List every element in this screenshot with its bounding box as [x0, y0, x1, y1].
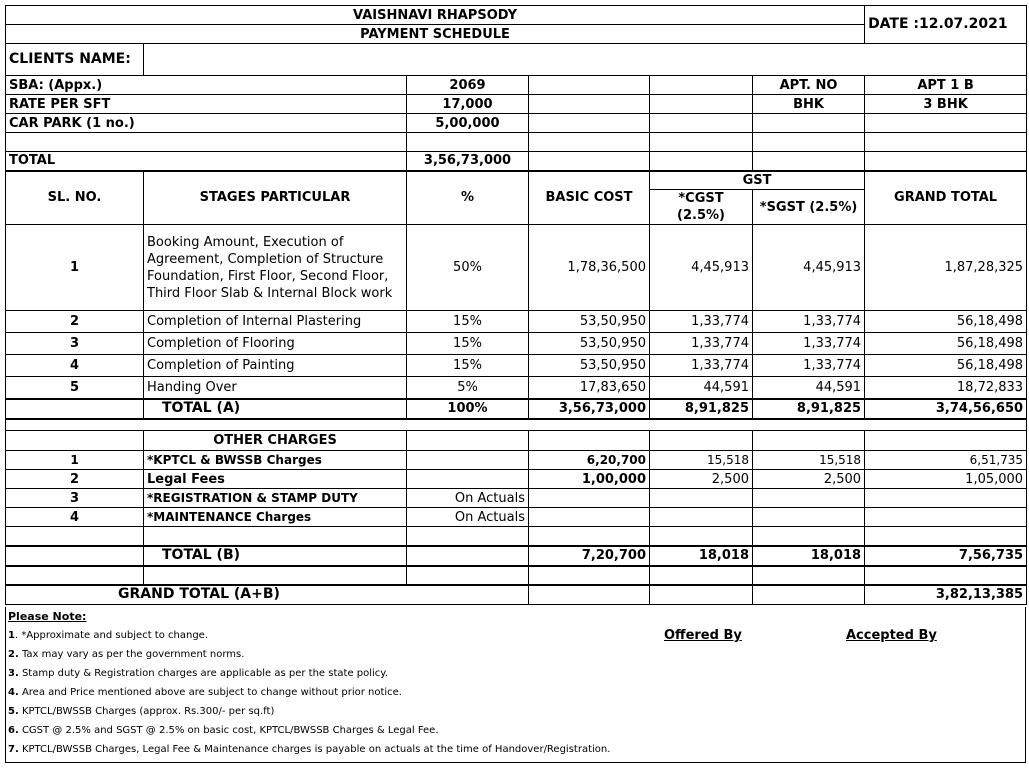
note-item: 1. *Approximate and subject to change.: [8, 630, 208, 641]
stage-total: 1,87,28,325: [865, 225, 1027, 311]
total-label: TOTAL: [6, 152, 407, 171]
other-sgst: 15,518: [753, 451, 865, 470]
stage-desc: Booking Amount, Execution of Agreement, Completion of Structure Foundation, First Floor, Second Floor, Third Floor Slab & Internal Block work: [144, 225, 407, 311]
car-park-value: 5,00,000: [407, 114, 529, 133]
col-percent: %: [407, 171, 529, 225]
total-b-cgst: 18,018: [650, 546, 753, 566]
other-sl: 2: [6, 470, 144, 489]
stage-cgst: 44,591: [650, 377, 753, 399]
col-sl-no: SL. NO.: [6, 171, 144, 225]
stage-sgst: 1,33,774: [753, 311, 865, 333]
other-pct: [407, 470, 529, 489]
car-park-label: CAR PARK (1 no.): [6, 114, 407, 133]
stage-sgst: 1,33,774: [753, 355, 865, 377]
stage-desc: Completion of Flooring: [144, 333, 407, 355]
other-total: 6,51,735: [865, 451, 1027, 470]
other-cgst: 15,518: [650, 451, 753, 470]
sba-label: SBA: (Appx.): [6, 76, 407, 95]
other-basic: [529, 489, 650, 508]
total-value: 3,56,73,000: [407, 152, 529, 171]
rate-label: RATE PER SFT: [6, 95, 407, 114]
stage-pct: 50%: [407, 225, 529, 311]
stage-desc: Handing Over: [144, 377, 407, 399]
other-total: [865, 489, 1027, 508]
stage-basic: 1,78,36,500: [529, 225, 650, 311]
col-stages: STAGES PARTICULAR: [144, 171, 407, 225]
other-basic: [529, 508, 650, 527]
stage-cgst: 1,33,774: [650, 355, 753, 377]
other-sgst: [753, 489, 865, 508]
date-label: DATE :12.07.2021: [865, 6, 1027, 44]
stage-sl: 3: [6, 333, 144, 355]
offered-by-label: Offered By: [664, 628, 742, 643]
stage-sl: 1: [6, 225, 144, 311]
other-sgst: [753, 508, 865, 527]
other-basic: 1,00,000: [529, 470, 650, 489]
total-b-label: TOTAL (B): [144, 546, 407, 566]
schedule-subtitle: PAYMENT SCHEDULE: [6, 25, 865, 44]
stage-sgst: 44,591: [753, 377, 865, 399]
note-item: 5. KPTCL/BWSSB Charges (approx. Rs.300/- per sq.ft): [8, 706, 275, 717]
stage-basic: 53,50,950: [529, 333, 650, 355]
other-cgst: 2,500: [650, 470, 753, 489]
total-a-sgst: 8,91,825: [753, 399, 865, 419]
total-a-pct: 100%: [407, 399, 529, 419]
bhk-label: BHK: [753, 95, 865, 114]
stage-cgst: 1,33,774: [650, 333, 753, 355]
col-grand-total: GRAND TOTAL: [865, 171, 1027, 225]
note-item: 6. CGST @ 2.5% and SGST @ 2.5% on basic cost, KPTCL/BWSSB Charges & Legal Fee.: [8, 725, 439, 736]
other-total: [865, 508, 1027, 527]
other-sl: 4: [6, 508, 144, 527]
other-charges-heading: OTHER CHARGES: [144, 431, 407, 451]
stage-cgst: 4,45,913: [650, 225, 753, 311]
total-a-label: TOTAL (A): [144, 399, 407, 419]
col-basic-cost: BASIC COST: [529, 171, 650, 225]
apt-no-value: APT 1 B: [865, 76, 1027, 95]
stage-total: 56,18,498: [865, 311, 1027, 333]
stage-desc: Completion of Painting: [144, 355, 407, 377]
notes-heading: Please Note:: [8, 610, 87, 623]
note-item: 4. Area and Price mentioned above are subject to change without prior notice.: [8, 687, 402, 698]
stage-pct: 15%: [407, 333, 529, 355]
other-desc: *KPTCL & BWSSB Charges: [144, 451, 407, 470]
stage-cgst: 1,33,774: [650, 311, 753, 333]
total-a-grand: 3,74,56,650: [865, 399, 1027, 419]
grand-total-label: GRAND TOTAL (A+B): [6, 585, 529, 605]
total-b-grand: 7,56,735: [865, 546, 1027, 566]
other-sl: 1: [6, 451, 144, 470]
payment-schedule-table: [5, 5, 1027, 605]
col-sgst: *SGST (2.5%): [753, 190, 865, 225]
rate-value: 17,000: [407, 95, 529, 114]
stage-basic: 17,83,650: [529, 377, 650, 399]
client-name-label: CLIENTS NAME:: [6, 44, 144, 76]
other-pct: On Actuals: [407, 489, 529, 508]
notes-section: [5, 607, 1026, 763]
stage-desc: Completion of Internal Plastering: [144, 311, 407, 333]
other-pct: On Actuals: [407, 508, 529, 527]
stage-sl: 5: [6, 377, 144, 399]
col-cgst: *CGST (2.5%): [650, 190, 753, 225]
apt-no-label: APT. NO: [753, 76, 865, 95]
stage-sgst: 1,33,774: [753, 333, 865, 355]
other-desc: *REGISTRATION & STAMP DUTY: [144, 489, 407, 508]
other-basic: 6,20,700: [529, 451, 650, 470]
stage-pct: 15%: [407, 355, 529, 377]
other-cgst: [650, 489, 753, 508]
other-cgst: [650, 508, 753, 527]
other-sl: 3: [6, 489, 144, 508]
project-title: VAISHNAVI RHAPSODY: [6, 6, 865, 25]
note-item: 3. Stamp duty & Registration charges are applicable as per the state policy.: [8, 668, 388, 679]
grand-total-value: 3,82,13,385: [865, 585, 1027, 605]
bhk-value: 3 BHK: [865, 95, 1027, 114]
other-total: 1,05,000: [865, 470, 1027, 489]
total-b-sgst: 18,018: [753, 546, 865, 566]
stage-basic: 53,50,950: [529, 311, 650, 333]
col-gst: GST: [650, 171, 865, 190]
total-a-cgst: 8,91,825: [650, 399, 753, 419]
sba-value: 2069: [407, 76, 529, 95]
stage-basic: 53,50,950: [529, 355, 650, 377]
other-desc: Legal Fees: [144, 470, 407, 489]
stage-sgst: 4,45,913: [753, 225, 865, 311]
total-a-basic: 3,56,73,000: [529, 399, 650, 419]
stage-pct: 5%: [407, 377, 529, 399]
total-b-basic: 7,20,700: [529, 546, 650, 566]
stage-sl: 4: [6, 355, 144, 377]
accepted-by-label: Accepted By: [846, 628, 937, 643]
stage-total: 56,18,498: [865, 355, 1027, 377]
note-item: 7. KPTCL/BWSSB Charges, Legal Fee & Maintenance charges is payable on actuals at the time of Handover/Registration.: [8, 744, 611, 755]
other-pct: [407, 451, 529, 470]
client-name-value: [144, 44, 1027, 76]
other-sgst: 2,500: [753, 470, 865, 489]
stage-total: 18,72,833: [865, 377, 1027, 399]
stage-sl: 2: [6, 311, 144, 333]
stage-pct: 15%: [407, 311, 529, 333]
stage-total: 56,18,498: [865, 333, 1027, 355]
other-desc: *MAINTENANCE Charges: [144, 508, 407, 527]
note-item: 2. Tax may vary as per the government norms.: [8, 649, 245, 660]
